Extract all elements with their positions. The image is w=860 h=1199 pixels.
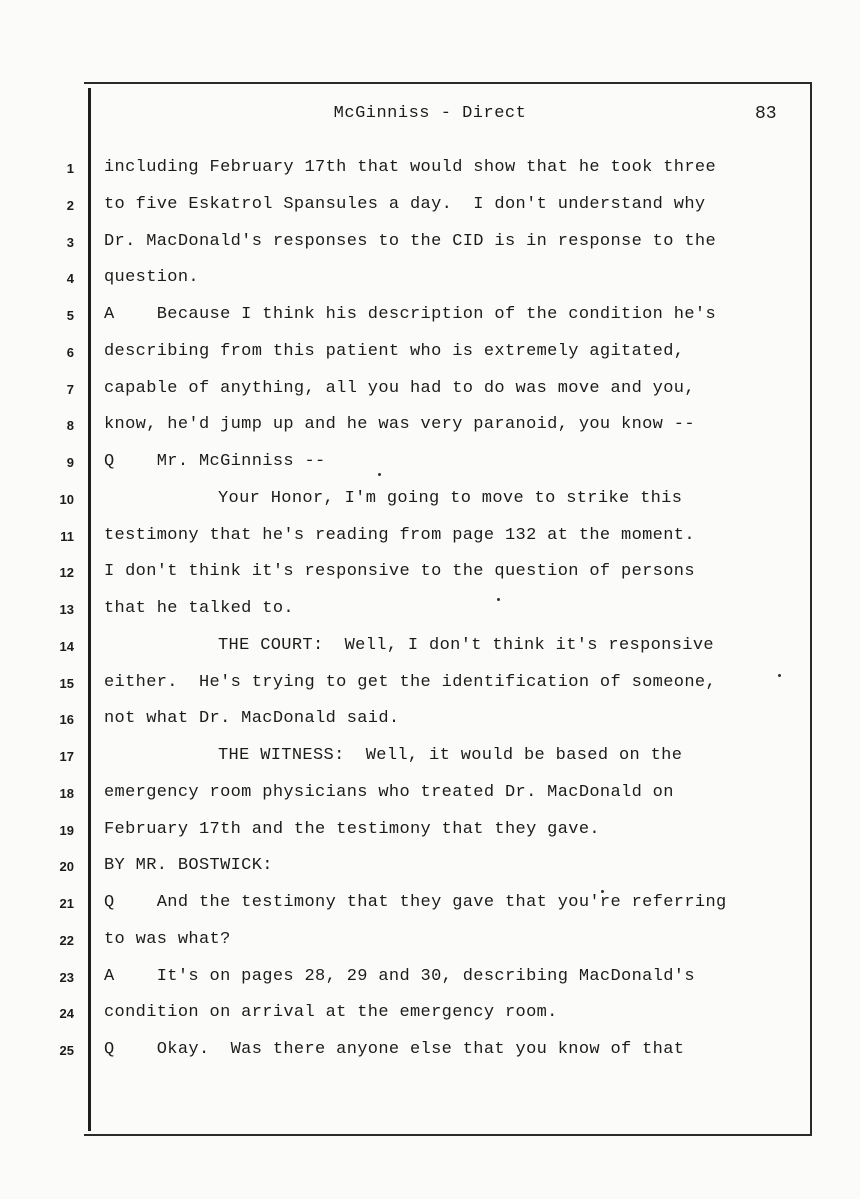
scan-speck bbox=[378, 473, 381, 476]
transcript-line: I don't think it's responsive to the question of persons bbox=[104, 562, 695, 582]
line-number: 20 bbox=[59, 859, 74, 875]
line-number: 4 bbox=[66, 271, 74, 287]
transcript-line: Q And the testimony that they gave that you're referring bbox=[104, 893, 727, 912]
transcript-line: Your Honor, I'm going to move to strike this bbox=[218, 488, 683, 508]
line-number: 14 bbox=[59, 638, 74, 654]
line-number: 15 bbox=[59, 675, 74, 691]
line-number: 19 bbox=[59, 822, 74, 838]
transcript-line: THE COURT: Well, I don't think it's responsive bbox=[218, 635, 714, 655]
transcript-line: A It's on pages 28, 29 and 30, describing MacDonald's bbox=[104, 966, 695, 986]
line-number: 9 bbox=[66, 455, 74, 470]
line-number: 3 bbox=[66, 234, 74, 250]
margin-rule bbox=[88, 88, 91, 1131]
transcript-line: emergency room physicians who treated Dr. MacDonald on bbox=[104, 782, 674, 802]
transcript-line: know, he'd jump up and he was very paranoid, you know -- bbox=[104, 415, 695, 435]
transcript-line: capable of anything, all you had to do was move and you, bbox=[104, 378, 695, 398]
line-number: 24 bbox=[59, 1006, 74, 1022]
line-number: 12 bbox=[59, 565, 74, 581]
transcript-line: THE WITNESS: Well, it would be based on the bbox=[218, 746, 683, 765]
line-number: 2 bbox=[66, 197, 74, 213]
transcript-line: Q Okay. Was there anyone else that you know of that bbox=[104, 1040, 685, 1059]
line-number: 11 bbox=[60, 528, 74, 544]
transcript-line: question. bbox=[104, 268, 199, 288]
page-number: 83 bbox=[755, 104, 777, 124]
line-number: 18 bbox=[59, 785, 74, 801]
transcript-line: that he talked to. bbox=[104, 599, 294, 618]
transcript-line: to five Eskatrol Spansules a day. I don't understand why bbox=[104, 194, 706, 214]
transcript-line: condition on arrival at the emergency room. bbox=[104, 1003, 558, 1023]
line-number: 7 bbox=[66, 381, 74, 397]
transcript-line: BY MR. BOSTWICK: bbox=[104, 856, 273, 876]
line-number: 23 bbox=[59, 969, 74, 985]
transcript-line: February 17th and the testimony that they gave. bbox=[104, 819, 600, 839]
scan-speck bbox=[497, 598, 500, 601]
transcript-line: testimony that he's reading from page 132 at the moment. bbox=[104, 525, 695, 545]
line-number: 21 bbox=[59, 896, 74, 911]
transcript-line: not what Dr. MacDonald said. bbox=[104, 709, 400, 729]
transcript-line: Q Mr. McGinniss -- bbox=[104, 452, 326, 471]
transcript-line: to was what? bbox=[104, 929, 231, 949]
line-number: 17 bbox=[59, 749, 74, 764]
line-number: 22 bbox=[59, 932, 74, 948]
line-number: 5 bbox=[66, 308, 74, 323]
transcript-line: including February 17th that would show that he took three bbox=[104, 158, 716, 177]
transcript-line: describing from this patient who is extremely agitated, bbox=[104, 341, 685, 361]
scan-speck bbox=[778, 674, 781, 677]
page-header-title: McGinniss - Direct bbox=[333, 104, 527, 123]
line-number: 8 bbox=[66, 418, 74, 434]
line-number: 25 bbox=[59, 1043, 74, 1058]
transcript-line: Dr. MacDonald's responses to the CID is in response to the bbox=[104, 231, 716, 251]
transcript-line: A Because I think his description of the condition he's bbox=[104, 305, 716, 324]
line-number: 10 bbox=[59, 491, 74, 507]
line-number: 6 bbox=[66, 344, 74, 360]
line-number: 16 bbox=[59, 712, 74, 728]
scan-speck bbox=[601, 890, 604, 893]
line-number: 1 bbox=[66, 161, 74, 176]
line-number: 13 bbox=[59, 602, 74, 617]
transcript-line: either. He's trying to get the identification of someone, bbox=[104, 672, 716, 692]
